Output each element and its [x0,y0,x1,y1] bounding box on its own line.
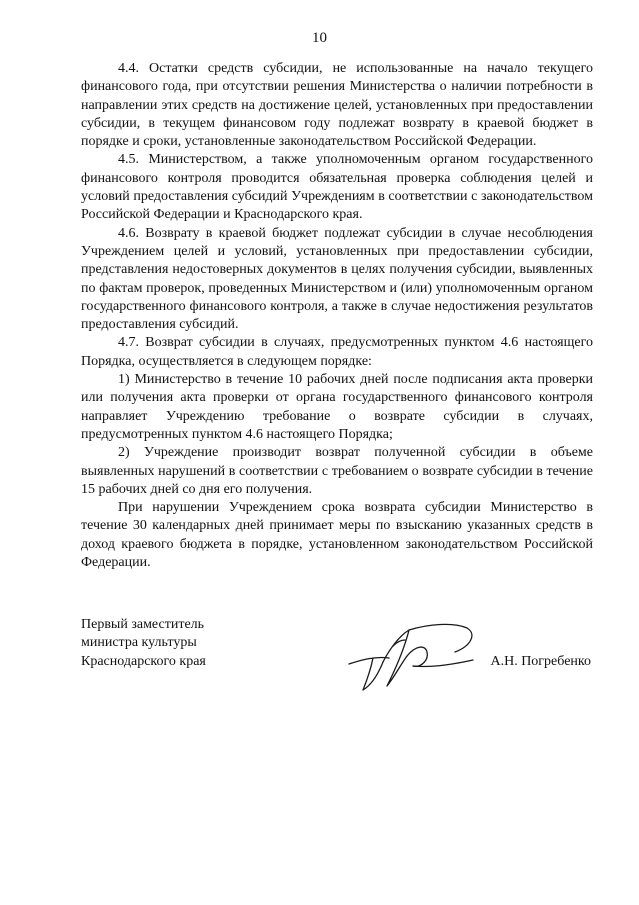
page-number: 10 [312,30,327,46]
signature-block [81,616,593,716]
paragraph-4-7: 4.7. Возврат субсидии в случаях, предусмотренных пунктом 4.6 настоящего Порядка, осуществляется в следующем порядке: [81,335,593,369]
signer-title [81,616,206,671]
paragraph-item-2: 2) Учреждение производит возврат полученной субсидии в объеме выявленных нарушений в соответствии с требованием о возврате субсидии в течение 15 рабочих дней со дня его получения. [81,445,593,497]
signer-title-line: Краснодарского края [81,653,206,669]
document-body [81,60,593,572]
signer-title-line: министра культуры [81,635,197,651]
signer-title-line: Первый заместитель [81,617,205,632]
paragraph-violation: При нарушении Учреждением срока возврата субсидии Министерство в течение 30 календарных дней принимает меры по взысканию указанных средств в доход краевого бюджета в порядке, установленном законодательством Российской Федерации. [81,500,593,571]
paragraph-4-4: 4.4. Остатки средств субсидии, не использованные на начало текущего финансового года, при отсутствии решения Министерства о наличии потребности в направлении этих средств на достижение целей, установленных при предоставлении субсидии, в текущем финансовом году подлежат возврату в краевой бюджет в порядке и сроки, установленные законодательством Российской Федерации. [81,61,593,150]
handwritten-signature-icon [343,606,483,701]
paragraph-4-6: 4.6. Возврату в краевой бюджет подлежат субсидии в случае несоблюдения Учреждением целей и условий, установленных при предоставлении субсидии, представления недостоверных документов в целях получения субсидии, выявленных по фактам проверок, проведенных Министерством и (или) уполномоченным органом государственного финансового контроля, а также в случае недостижения результатов предоставления субсидий. [81,225,593,333]
signer-name: А.Н. Погребенко [490,653,591,669]
paragraph-4-5: 4.5. Министерством, а также уполномоченным органом государственного финансового контроля проводится обязательная проверка соблюдения целей и условий предоставления субсидий Учреждениям в соответствии с законодательством Российской Федерации и Краснодарского края. [81,152,593,223]
paragraph-item-1: 1) Министерство в течение 10 рабочих дней после подписания акта проверки или получения акта проверки от органа государственного финансового контроля направляет Учреждению требование о возврате субсидии в случаях, предусмотренных пунктом 4.6 настоящего Порядка; [81,372,593,442]
